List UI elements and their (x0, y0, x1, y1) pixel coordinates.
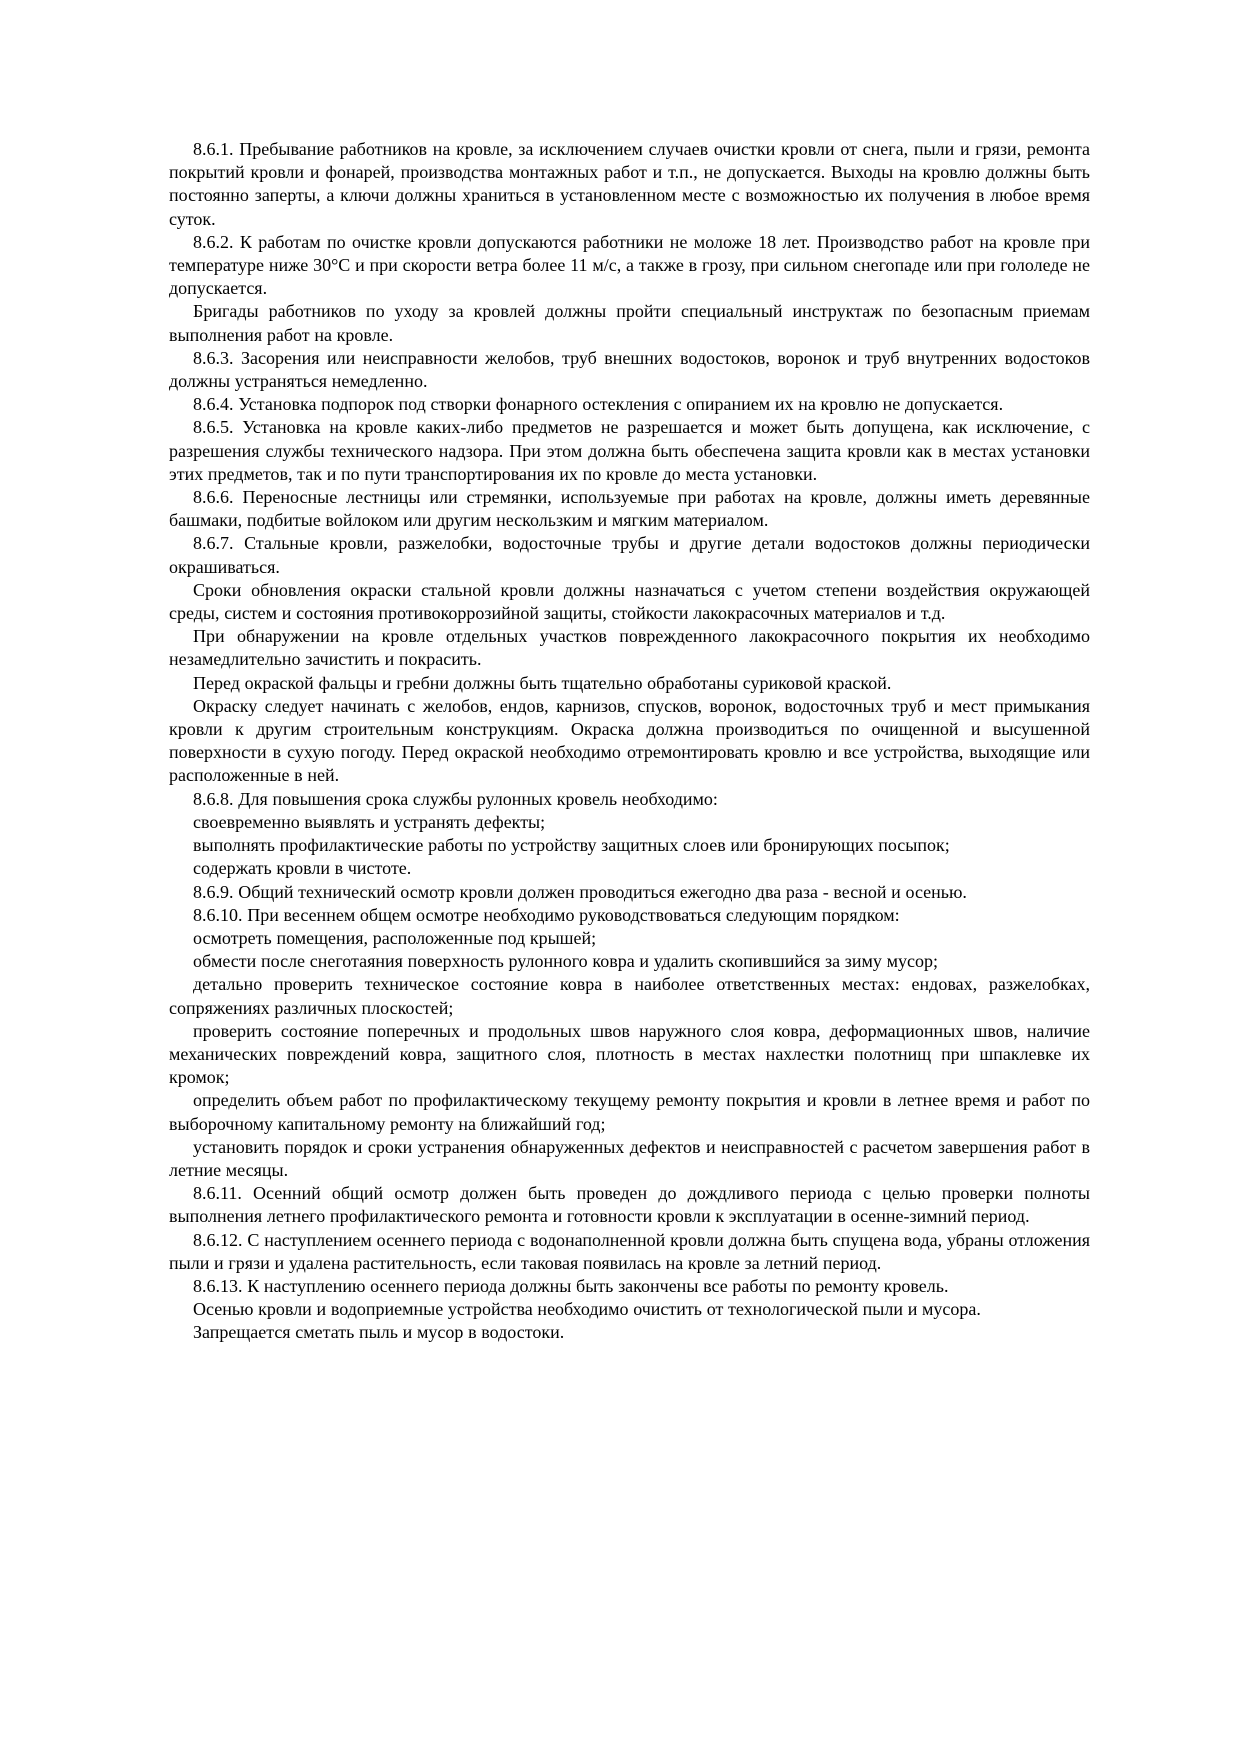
paragraph-8-6-3: 8.6.3. Засорения или неисправности желобов, труб внешних водостоков, воронок и труб внутренних водостоков должны устраняться немедленно. (169, 347, 1090, 392)
paragraph-8-6-4: 8.6.4. Установка подпорок под створки фонарного остекления с опиранием их на кровлю не допускается. (193, 394, 1004, 415)
list-item: определить объем работ по профилактическому текущему ремонту покрытия и кровли в летнее время и работ по выборочному капитальному ремонту на ближайший год; (169, 1090, 1090, 1134)
paragraph-8-6-8: 8.6.8. Для повышения срока службы рулонных кровель необходимо: (193, 788, 718, 809)
paragraph-8-6-6: 8.6.6. Переносные лестницы или стремянки, используемые при работах на кровле, должны иметь деревянные башмаки, подбитые войлоком или другим нескользким и мягким материалом. (169, 487, 1090, 531)
list-item: содержать кровли в чистоте. (193, 858, 412, 879)
paragraph-8-6-5: 8.6.5. Установка на кровле каких-либо предметов не разрешается и может быть допущена, как исключение, с разрешения службы технического надзора. При этом должна быть обеспечена защита кровли как в местах установки этих предметов, так и по пути транспортирования их по кровле до места установки. (169, 417, 1090, 484)
paragraph: Сроки обновления окраски стальной кровли должны назначаться с учетом степени воздействия окружающей среды, систем и состояния противокоррозийной защиты, стойкости лакокрасочных материалов и т.д. (169, 579, 1090, 624)
list-item: детально проверить техническое состояние ковра в наиболее ответственных местах: ендовах, разжелобках, сопряжениях различных плоскостей; (169, 974, 1090, 1018)
paragraph-8-6-9: 8.6.9. Общий технический осмотр кровли должен проводиться ежегодно два раза - весной и осенью. (193, 881, 967, 902)
paragraph-8-6-7: 8.6.7. Стальные кровли, разжелобки, водосточные трубы и другие детали водостоков должны периодически окрашиваться. (169, 533, 1090, 577)
list-item: обмести после снеготаяния поверхность рулонного ковра и удалить скопившийся за зиму мусор; (193, 951, 938, 972)
paragraph: Окраску следует начинать с желобов, ендов, карнизов, спусков, воронок, водосточных труб и мест примыкания кровли к другим строительным конструкциям. Окраска должна производиться по очищенной и высушенной поверхности в сухую погоду. Перед окраской необходимо отремонтировать кровлю и все устройства, выходящие или расположенные в ней. (169, 695, 1090, 786)
paragraph: При обнаружении на кровле отдельных участков поврежденного лакокрасочного покрытия их необходимо незамедлительно зачистить и покрасить. (169, 626, 1090, 670)
paragraph-8-6-13: 8.6.13. К наступлению осеннего периода должны быть закончены все работы по ремонту кровель. (193, 1275, 949, 1296)
paragraph: Запрещается сметать пыль и мусор в водостоки. (193, 1322, 565, 1343)
list-item: проверить состояние поперечных и продольных швов наружного слоя ковра, деформационных швов, наличие механических повреждений ковра, защитного слоя, плотность в местах нахлестки полотнищ при шпаклевке их кромок; (169, 1020, 1090, 1088)
list-item: осмотреть помещения, расположенные под крышей; (193, 927, 597, 948)
paragraph-8-6-2: 8.6.2. К работам по очистке кровли допускаются работники не моложе 18 лет. Производство работ на кровле при температуре ниже 30°С и при скорости ветра более 11 м/с, а также в грозу, при сильном снегопаде или при гололеде не допускается. (169, 231, 1090, 299)
list-item: установить порядок и сроки устранения обнаруженных дефектов и неисправностей с расчетом завершения работ в летние месяцы. (169, 1136, 1090, 1180)
list-item: выполнять профилактические работы по устройству защитных слоев или бронирующих посыпок; (193, 835, 950, 856)
paragraph-8-6-12: 8.6.12. С наступлением осеннего периода с водонаполненной кровли должна быть спущена вода, убраны отложения пыли и грязи и удалена растительность, если таковая появилась на кровле за летний период. (169, 1229, 1090, 1273)
paragraph-8-6-1: 8.6.1. Пребывание работников на кровле, за исключением случаев очистки кровли от снега, пыли и грязи, ремонта покрытий кровли и фонарей, производства монтажных работ и т.п., не допускается. Выходы на кровлю должны быть постоянно заперты, а ключи должны храниться в установленном месте с возможностью их получения в любое время суток. (169, 139, 1090, 229)
paragraph-8-6-10: 8.6.10. При весеннем общем осмотре необходимо руководствоваться следующим порядком: (193, 904, 900, 925)
paragraph: Перед окраской фальцы и гребни должны быть тщательно обработаны суриковой краской. (193, 672, 892, 693)
paragraph: Осенью кровли и водоприемные устройства необходимо очистить от технологической пыли и мусора. (193, 1299, 981, 1320)
list-item: своевременно выявлять и устранять дефекты; (193, 811, 546, 832)
document-page (169, 138, 1090, 1345)
paragraph: Бригады работников по уходу за кровлей должны пройти специальный инструктаж по безопасным приемам выполнения работ на кровле. (169, 301, 1090, 345)
paragraph-8-6-11: 8.6.11. Осенний общий осмотр должен быть проведен до дождливого периода с целью проверки полноты выполнения летнего профилактического ремонта и готовности кровли к эксплуатации в осенне-зимний период. (169, 1183, 1090, 1227)
